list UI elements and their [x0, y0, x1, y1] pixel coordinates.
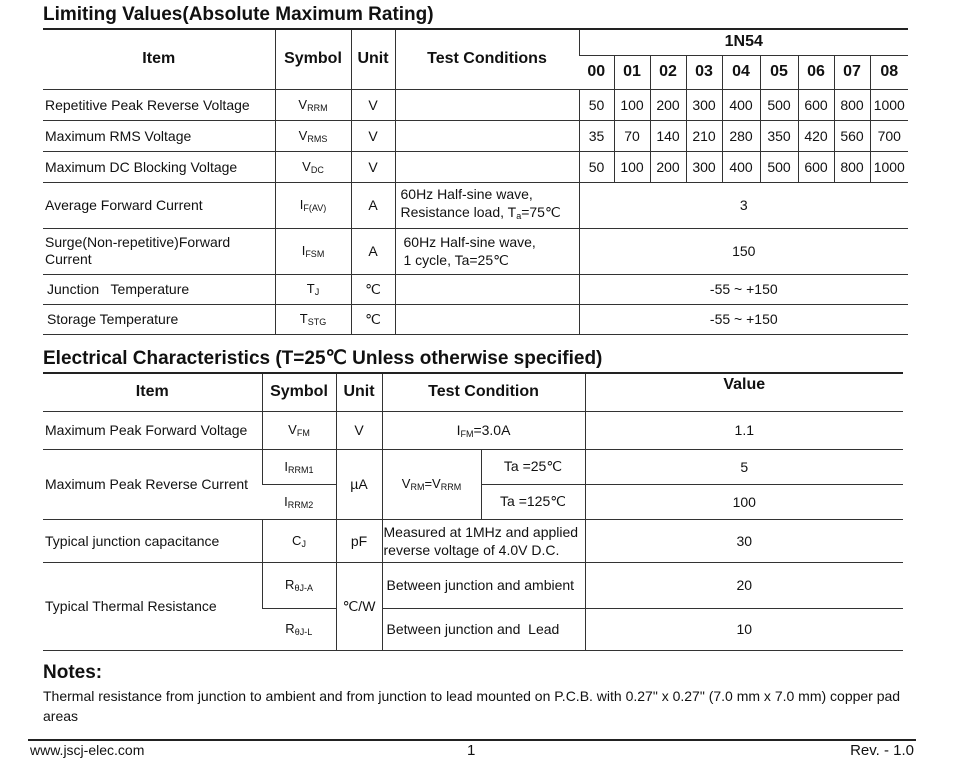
row-test: 60Hz Half-sine wave, Resistance load, $T_a=75℃$ [395, 182, 579, 228]
row-unit: µA [336, 449, 382, 519]
row-value: 100 [585, 484, 903, 519]
table-row [43, 120, 908, 151]
row-unit: V [336, 411, 382, 449]
row-unit: V [351, 89, 395, 120]
table-row [43, 89, 908, 120]
row-test: 60Hz Half-sine wave, 1 cycle, Ta=25℃ [395, 228, 579, 274]
row-symbol: $I_{RRM1}$ [262, 449, 336, 484]
row-item: Maximum DC Blocking Voltage [43, 151, 275, 182]
value-cell: 800 [834, 89, 870, 120]
row-symbol: $V_{RRM}$ [275, 89, 351, 120]
row-value: 5 [585, 449, 903, 484]
value-cell: 600 [798, 151, 834, 182]
row-value: 30 [585, 519, 903, 562]
value-cell: 1000 [870, 151, 908, 182]
row-symbol: $I_{F(AV)}$ [275, 182, 351, 228]
code-cell: 01 [614, 55, 650, 89]
row-item: Surge(Non-repetitive)Forward Current [43, 228, 275, 274]
value-cell: 560 [834, 120, 870, 151]
table-row [43, 151, 908, 182]
code-cell: 03 [686, 55, 722, 89]
value-cell: 500 [760, 89, 798, 120]
row-test [395, 274, 579, 304]
notes-text: Thermal resistance from junction to ambient and from junction to lead mounted on P.C.B. with 0.27" x 0.27" (7.0 mm x 7.0 mm) copper pad areas [43, 688, 901, 724]
value-cell: 400 [722, 89, 760, 120]
value-cell: 210 [686, 120, 722, 151]
electrical-table [43, 372, 903, 651]
table-row [43, 182, 908, 228]
row-symbol: $C_J$ [262, 519, 336, 562]
row-temperature: Ta =25℃ [481, 449, 585, 484]
value-cell: 70 [614, 120, 650, 151]
value-cell: 600 [798, 89, 834, 120]
table-row [43, 519, 903, 562]
value-cell: 35 [579, 120, 614, 151]
row-test [395, 120, 579, 151]
row-item: Maximum RMS Voltage [43, 120, 275, 151]
notes-title: Notes: [43, 662, 103, 683]
row-symbol: $V_{FM}$ [262, 411, 336, 449]
row-value: 10 [585, 608, 903, 650]
row-condition: $V_{RM}=V_{RRM}$ [382, 449, 481, 519]
value-cell: 200 [650, 89, 686, 120]
value-cell: 800 [834, 151, 870, 182]
row-symbol: $V_{DC}$ [275, 151, 351, 182]
electrical-title: Electrical Characteristics (T=25℃ Unless otherwise specified) [43, 348, 603, 369]
footer-website: www.jscj-elec.com [30, 742, 145, 758]
header-symbol: Symbol [262, 373, 336, 411]
row-value: -55 ~ +150 [579, 274, 908, 304]
row-unit: A [351, 228, 395, 274]
row-test [395, 304, 579, 334]
code-cell: 00 [579, 55, 614, 89]
row-temperature: Ta =125℃ [481, 484, 585, 519]
value-cell: 350 [760, 120, 798, 151]
row-item: Typical junction capacitance [43, 519, 262, 562]
row-value: 1.1 [585, 411, 903, 449]
row-value: 3 [579, 182, 908, 228]
row-test [395, 151, 579, 182]
code-cell: 02 [650, 55, 686, 89]
row-value: 150 [579, 228, 908, 274]
limiting-values-table [43, 28, 908, 335]
footer-divider [28, 739, 916, 741]
code-cell: 04 [722, 55, 760, 89]
row-symbol: $V_{RMS}$ [275, 120, 351, 151]
row-item: Maximum Peak Reverse Current [43, 449, 262, 519]
header-item: Item [43, 29, 275, 89]
table-row [43, 304, 908, 334]
value-cell: 100 [614, 89, 650, 120]
value-cell: 1000 [870, 89, 908, 120]
table-row [43, 562, 903, 608]
value-cell: 500 [760, 151, 798, 182]
value-cell: 200 [650, 151, 686, 182]
value-cell: 50 [579, 151, 614, 182]
row-item: Junction Temperature [43, 274, 275, 304]
row-symbol: $R_{\theta J-L}$ [262, 608, 336, 650]
row-unit: ℃/W [336, 562, 382, 650]
value-cell: 100 [614, 151, 650, 182]
row-unit: A [351, 182, 395, 228]
header-test-condition: Test Condition [382, 373, 585, 411]
row-value: -55 ~ +150 [579, 304, 908, 334]
row-item: Maximum Peak Forward Voltage [43, 411, 262, 449]
row-value: 20 [585, 562, 903, 608]
footer-page-number: 1 [467, 742, 476, 759]
row-symbol: $R_{\theta J-A}$ [262, 562, 336, 608]
row-symbol: $I_{RRM2}$ [262, 484, 336, 519]
table-row [43, 274, 908, 304]
code-cell: 08 [870, 55, 908, 89]
header-unit: Unit [351, 29, 395, 89]
value-cell: 50 [579, 89, 614, 120]
value-cell: 420 [798, 120, 834, 151]
header-value: Value [585, 373, 903, 411]
row-unit: pF [336, 519, 382, 562]
row-unit: V [351, 151, 395, 182]
table-row [43, 449, 903, 484]
footer-revision: Rev. - 1.0 [850, 742, 914, 759]
row-test [395, 89, 579, 120]
row-symbol: $T_J$ [275, 274, 351, 304]
value-cell: 300 [686, 151, 722, 182]
row-item: Repetitive Peak Reverse Voltage [43, 89, 275, 120]
row-symbol: $T_{STG}$ [275, 304, 351, 334]
value-cell: 700 [870, 120, 908, 151]
row-condition: $I_{FM}=3.0A$ [382, 411, 585, 449]
header-item: Item [43, 373, 262, 411]
row-item: Average Forward Current [43, 182, 275, 228]
value-cell: 140 [650, 120, 686, 151]
row-item: Typical Thermal Resistance [43, 562, 262, 650]
row-unit: ℃ [351, 274, 395, 304]
row-unit: V [351, 120, 395, 151]
value-cell: 280 [722, 120, 760, 151]
value-cell: 300 [686, 89, 722, 120]
row-item: Storage Temperature [43, 304, 275, 334]
row-condition: Measured at 1MHz and applied reverse voltage of 4.0V D.C. [382, 519, 585, 562]
row-unit: ℃ [351, 304, 395, 334]
table-row [43, 411, 903, 449]
header-test-conditions: Test Conditions [395, 29, 579, 89]
row-symbol: $I_{FSM}$ [275, 228, 351, 274]
table-row [43, 228, 908, 274]
header-symbol: Symbol [275, 29, 351, 89]
value-cell: 400 [722, 151, 760, 182]
row-condition: Between junction and ambient [382, 562, 585, 608]
header-series: 1N54 [579, 29, 908, 55]
header-unit: Unit [336, 373, 382, 411]
code-cell: 06 [798, 55, 834, 89]
limiting-values-title: Limiting Values(Absolute Maximum Rating) [43, 4, 434, 25]
code-cell: 07 [834, 55, 870, 89]
code-cell: 05 [760, 55, 798, 89]
row-condition: Between junction and Lead [382, 608, 585, 650]
